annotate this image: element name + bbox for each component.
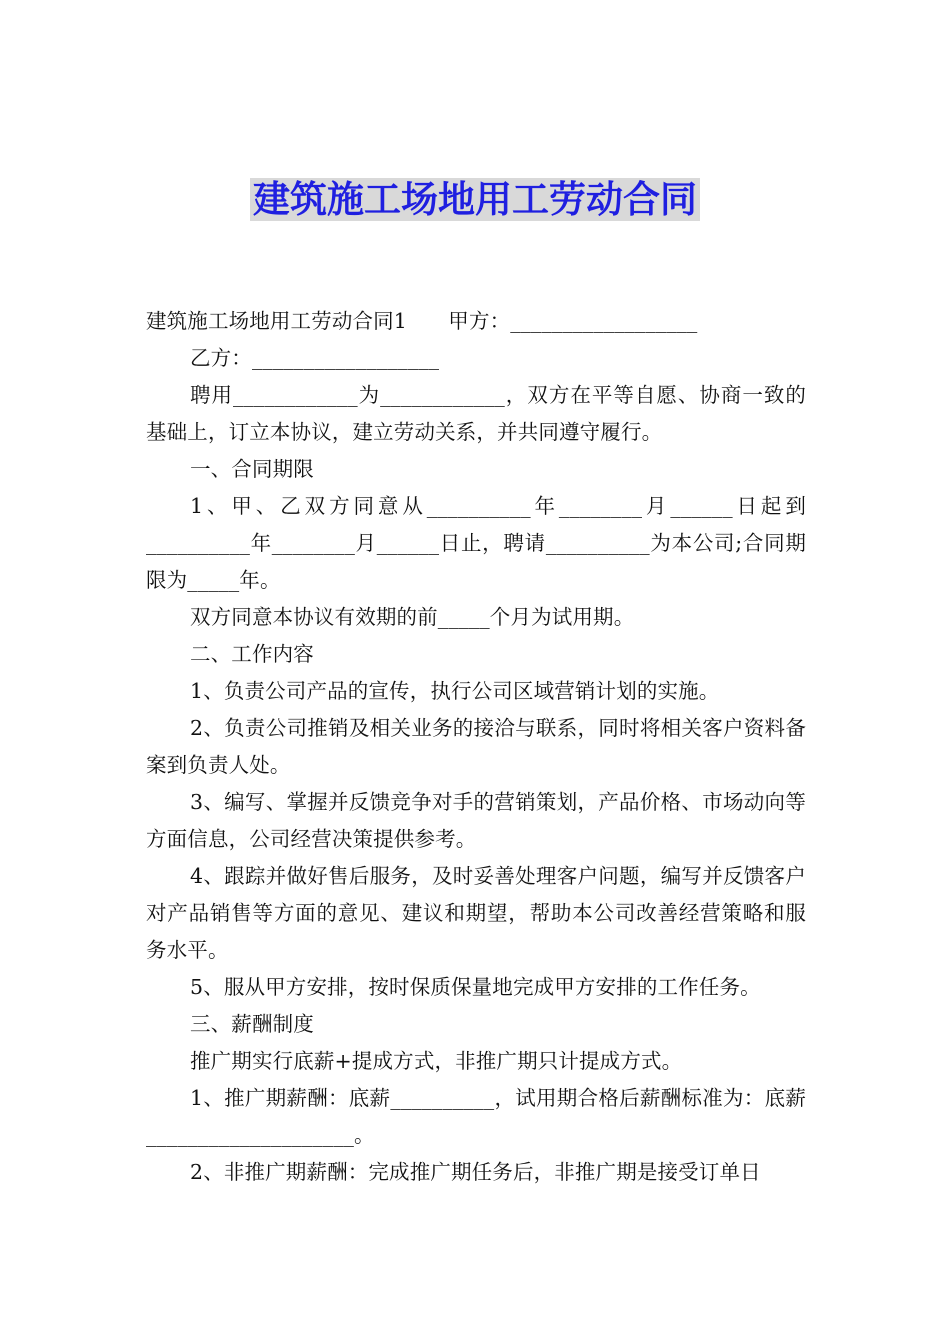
paragraph-party-b: 乙方：__________________ <box>190 346 440 370</box>
paragraph-duty-3: 3、编写、掌握并反馈竞争对手的营销策划，产品价格、市场动向等方面信息，公司经营决策提供参考。 <box>146 790 806 851</box>
contract-body <box>146 303 806 1191</box>
paragraph-duty-4: 4、跟踪并做好售后服务，及时妥善处理客户问题，编写并反馈客户对产品销售等方面的意见、建议和期望，帮助本公司改善经营策略和服务水平。 <box>146 864 806 962</box>
section-heading-salary: 三、薪酬制度 <box>190 1012 314 1036</box>
paragraph-duty-5: 5、服从甲方安排，按时保质保量地完成甲方安排的工作任务。 <box>190 975 761 999</box>
paragraph-salary-2: 2、非推广期薪酬：完成推广期任务后，非推广期是接受订单日 <box>190 1160 761 1184</box>
paragraph-duty-1: 1、负责公司产品的宣传，执行公司区域营销计划的实施。 <box>190 679 720 703</box>
paragraph-header-party-a: 建筑施工场地用工劳动合同1 甲方：__________________ <box>146 309 698 333</box>
paragraph-employment: 聘用____________为____________，双方在平等自愿、协商一致的基础上，订立本协议，建立劳动关系，并共同遵守履行。 <box>146 383 806 444</box>
paragraph-salary-1: 1、推广期薪酬：底薪__________，试用期合格后薪酬标准为：底薪____________________。 <box>146 1086 806 1147</box>
title-text: 建筑施工场地用工劳动合同 <box>250 178 700 221</box>
paragraph-probation: 双方同意本协议有效期的前_____个月为试用期。 <box>190 605 635 629</box>
section-heading-duties: 二、工作内容 <box>190 642 314 666</box>
document-title <box>0 174 950 226</box>
paragraph-term-dates: 1、甲、乙双方同意从__________年________月______日起到__________年________月______日止，聘请__________为本公司;合同期限为_____年。 <box>146 494 806 592</box>
section-heading-term: 一、合同期限 <box>190 457 314 481</box>
paragraph-salary-method: 推广期实行底薪+提成方式，非推广期只计提成方式。 <box>190 1049 683 1073</box>
paragraph-duty-2: 2、负责公司推销及相关业务的接洽与联系，同时将相关客户资料备案到负责人处。 <box>146 716 806 777</box>
